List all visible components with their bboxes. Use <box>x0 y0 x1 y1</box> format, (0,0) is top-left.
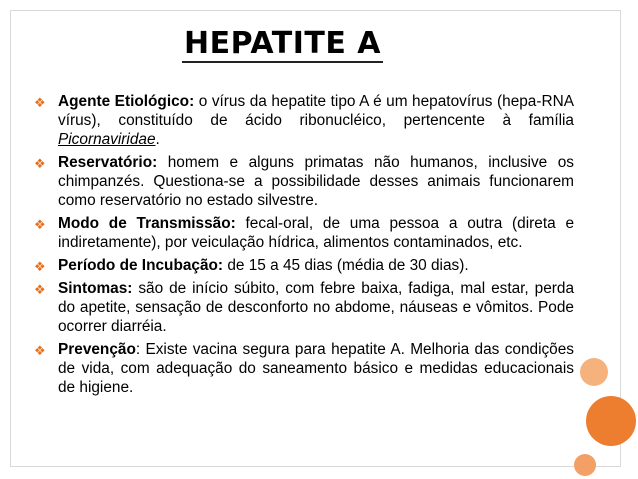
bullet-heading: Período de Incubação: <box>58 257 224 274</box>
bullet-heading: Reservatório: <box>58 154 158 171</box>
circle-decoration <box>580 358 608 386</box>
bullet-item <box>34 92 574 149</box>
bullet-text: o vírus da hepatite tipo A é um hepatovírus (hepa-RNA vírus), constituído de ácido ribonucléico, pertencente à família <box>58 93 574 129</box>
bullet-item <box>34 279 574 336</box>
bullet-heading: Agente Etiológico: <box>58 93 195 110</box>
slide-title-text: HEPATITE A <box>184 26 381 61</box>
bullet-list <box>34 92 574 401</box>
diamond-bullet-icon: ❖ <box>34 156 46 171</box>
diamond-bullet-icon: ❖ <box>34 217 46 232</box>
circle-decoration <box>574 454 596 476</box>
bullet-heading: Modo de Transmissão: <box>58 215 236 232</box>
bullet-item <box>34 256 574 275</box>
diamond-bullet-icon: ❖ <box>34 259 46 274</box>
diamond-bullet-icon: ❖ <box>34 343 46 358</box>
bullet-item <box>34 153 574 210</box>
bullet-text: de 15 a 45 dias (média de 30 dias). <box>223 257 469 274</box>
bullet-tail: . <box>155 131 160 148</box>
diamond-bullet-icon: ❖ <box>34 95 46 110</box>
bullet-heading: Sintomas: <box>58 280 133 297</box>
bullet-item <box>34 214 574 252</box>
bullet-text: fecal-oral, de uma pessoa a outra (direta e indiretamente), por veiculação hídrica, alimentos contaminados, etc. <box>58 215 575 251</box>
bullet-item <box>34 340 574 397</box>
bullet-italic: Picornaviridae <box>58 131 156 148</box>
slide-title <box>0 26 565 61</box>
bullet-heading: Prevenção <box>58 341 136 358</box>
bullet-text: : Existe vacina segura para hepatite A. Melhoria das condições de vida, com adequação do saneamento básico e medidas educacionais de higiene. <box>58 341 574 396</box>
bullet-text: são de início súbito, com febre baixa, fadiga, mal estar, perda do apetite, sensação de desconforto no abdome, náuseas e vômitos. Pode ocorrer diarréia. <box>58 280 574 335</box>
bullet-text: homem e alguns primatas não humanos, inclusive os chimpanzés. Questiona-se a possibilidade desses animais funcionarem como reservatório no estado silvestre. <box>58 154 574 209</box>
circle-decoration <box>586 396 636 446</box>
decorative-circles <box>578 358 638 479</box>
diamond-bullet-icon: ❖ <box>34 282 46 297</box>
